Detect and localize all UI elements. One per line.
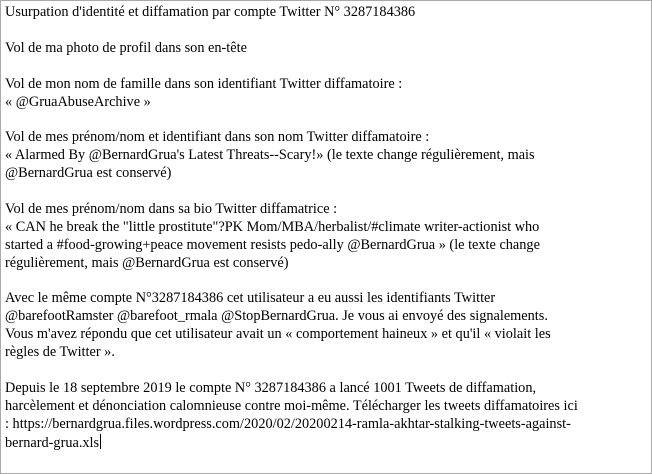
text-line: : https://bernardgrua.files.wordpress.com/2020/02/20200214-ramla-akhtar-stalking-tweets-against- [5, 415, 571, 432]
paragraph-bio [5, 201, 647, 273]
paragraph-tweets [5, 380, 647, 453]
text-line: started a #food-growing+peace movement resists pedo-ally @BernardGrua » (le texte change [5, 236, 540, 253]
text-line: règles de Twitter ». [5, 344, 115, 361]
text-line: Vol de mon nom de famille dans son identifiant Twitter diffamatoire : [5, 75, 403, 92]
text-line: Vol de mes prénom/nom et identifiant dans son nom Twitter diffamatoire : [5, 129, 430, 146]
text-line: Vol de ma photo de profil dans son en-tête [5, 39, 247, 56]
text-line: Usurpation d'identité et diffamation par compte Twitter N° 3287184386 [5, 4, 416, 20]
text-line: Avec le même compte N°3287184386 cet utilisateur a eu aussi les identifiants Twitter [5, 290, 496, 307]
paragraph-title [5, 4, 647, 22]
text-line: Vol de mes prénom/nom dans sa bio Twitter diffamatrice : [5, 200, 338, 217]
text-caret [100, 434, 101, 449]
text-line: « @GruaAbuseArchive » [5, 93, 151, 110]
text-line: @BernardGrua est conservé) [5, 165, 172, 182]
textarea-content [1, 1, 651, 453]
text-line: harcèlement et dénonciation calomnieuse contre moi-même. Télécharger les tweets diffamatoires ici [5, 397, 578, 414]
paragraph-twitter-name [5, 129, 647, 183]
last-text-line [5, 434, 647, 453]
text-line: « CAN he break the "little prostitute"?PK Mom/MBA/herbalist/#climate writer-actionist who [5, 218, 540, 235]
text-segment: bernard-grua.xls [5, 434, 100, 451]
text-line: Vous m'avez répondu que cet utilisateur avait un « comportement haineux » et qu'il « violait les [5, 326, 551, 343]
paragraph-identifiers [5, 290, 647, 362]
text-line: « Alarmed By @BernardGrua's Latest Threats--Scary!» (le texte change régulièrement, mais [5, 147, 535, 164]
paragraph-surname [5, 76, 647, 112]
text-line: Depuis le 18 septembre 2019 le compte N° 3287184386 a lancé 1001 Tweets de diffamation, [5, 379, 537, 396]
text-line: @barefootRamster @barefoot_rmala @StopBernardGrua. Je vous ai envoyé des signalements. [5, 308, 548, 325]
paragraph-photo [5, 40, 647, 58]
text-line: régulièrement, mais @BernardGrua est conservé) [5, 254, 289, 271]
